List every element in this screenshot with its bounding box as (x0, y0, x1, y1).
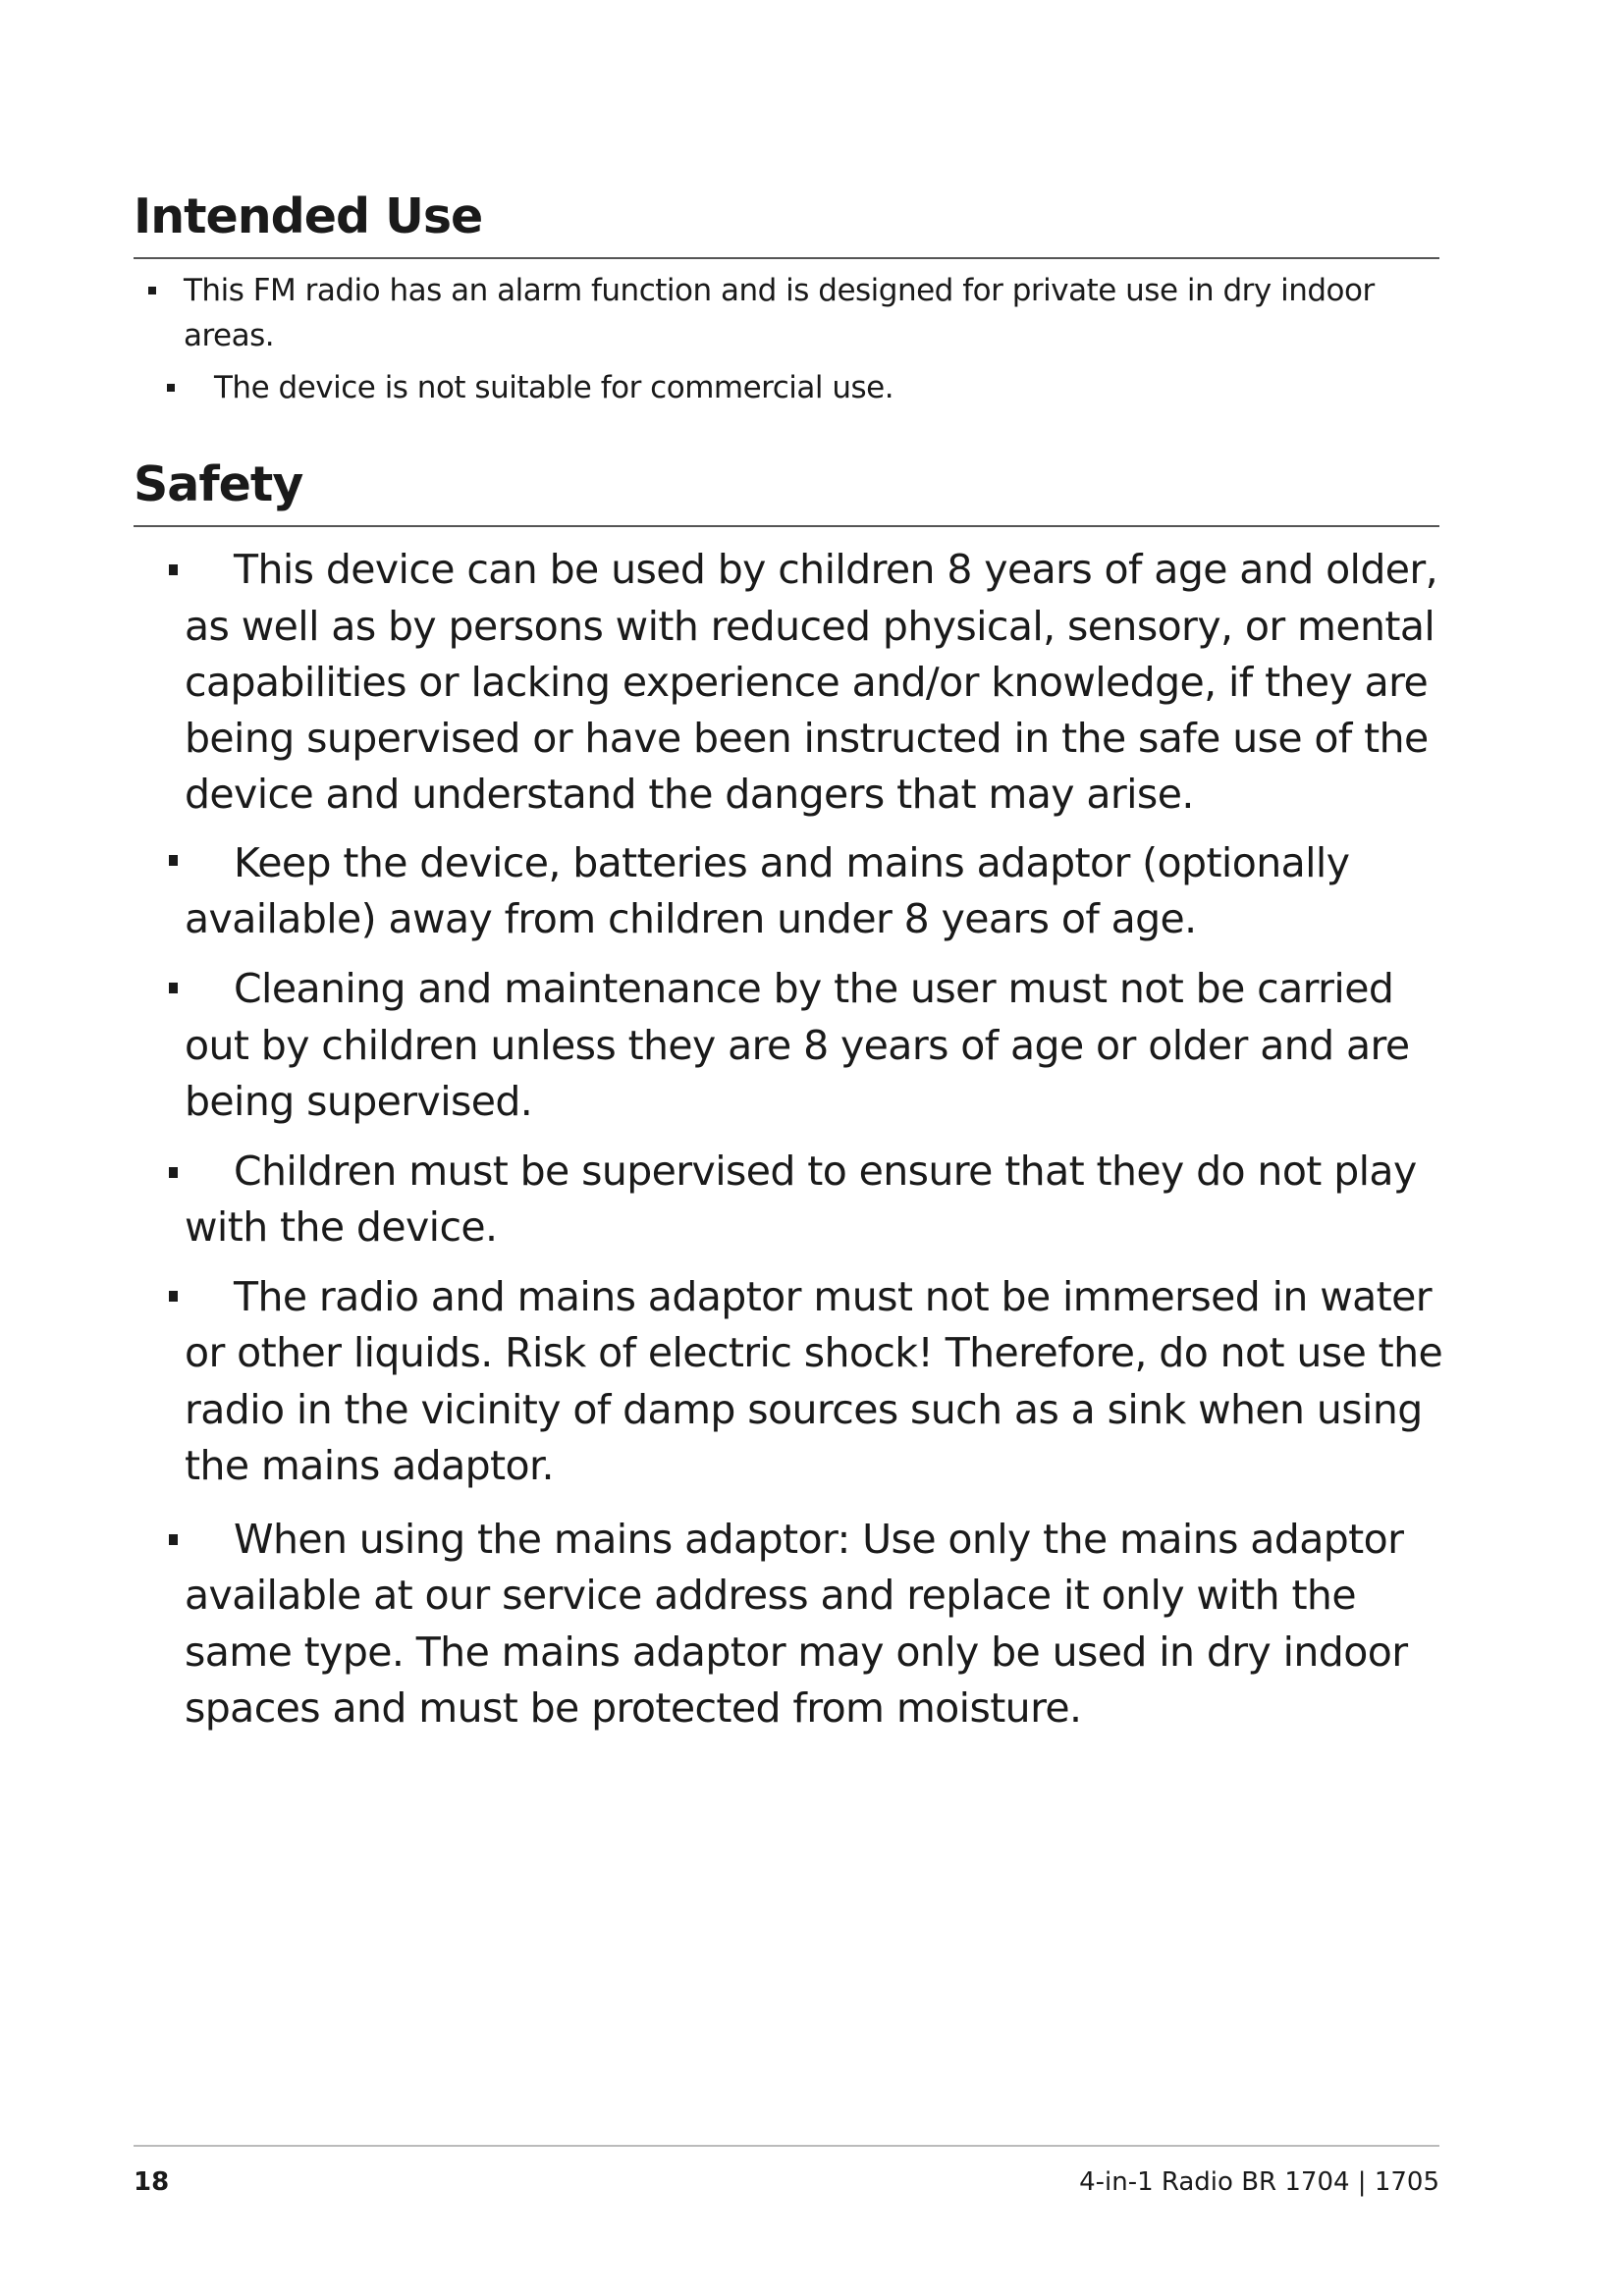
bullet-icon (169, 983, 178, 993)
safety-item-5-line-1: The radio and mains adaptor must not be immersed in water (234, 1273, 1433, 1320)
safety-item-4-line-2: with the device. (185, 1203, 498, 1251)
safety-item-4-line-1: Children must be supervised to ensure that they do not play (234, 1148, 1417, 1195)
bullet-icon (148, 287, 156, 294)
safety-item-2-line-1: Keep the device, batteries and mains adaptor (optionally (234, 839, 1350, 886)
safety-item-5-line-3: radio in the vicinity of damp sources such as a sink when using (185, 1386, 1423, 1433)
bullet-icon (169, 564, 178, 575)
page-number: 18 (134, 2167, 170, 2197)
safety-item-1-line-4: being supervised or have been instructed in the safe use of the (185, 715, 1429, 762)
safety-item-6-line-1: When using the mains adaptor: Use only the mains adaptor (234, 1516, 1404, 1563)
intended-use-item-1: This FM radio has an alarm function and is designed for private use in dry indoor (184, 273, 1375, 308)
safety-item-2-line-2: available) away from children under 8 years of age. (185, 895, 1197, 942)
safety-item-3-line-1: Cleaning and maintenance by the user must not be carried (234, 965, 1394, 1012)
safety-heading: Safety (134, 456, 303, 512)
safety-item-1-line-3: capabilities or lacking experience and/or knowledge, if they are (185, 659, 1429, 706)
safety-item-6-line-3: same type. The mains adaptor may only be used in dry indoor (185, 1629, 1408, 1676)
bullet-icon (169, 1167, 178, 1178)
footer-rule (134, 2145, 1439, 2147)
bullet-icon (169, 1291, 178, 1302)
document-title: 4-in-1 Radio BR 1704 | 1705 (1079, 2167, 1439, 2197)
intended-use-rule (134, 257, 1439, 259)
intended-use-item-1-continuation: areas. (184, 318, 275, 353)
bullet-icon (169, 855, 178, 866)
safety-item-6-line-4: spaces and must be protected from moisture. (185, 1684, 1082, 1732)
safety-item-1-line-5: device and understand the dangers that may arise. (185, 771, 1194, 818)
safety-rule (134, 525, 1439, 527)
safety-item-6-line-2: available at our service address and replace it only with the (185, 1572, 1356, 1619)
safety-item-1-line-1: This device can be used by children 8 years of age and older, (234, 546, 1438, 593)
safety-item-5-line-2: or other liquids. Risk of electric shock! Therefore, do not use the (185, 1329, 1443, 1376)
intended-use-heading: Intended Use (134, 188, 483, 244)
safety-item-3-line-3: being supervised. (185, 1078, 533, 1125)
bullet-icon (167, 384, 175, 392)
safety-item-1-line-2: as well as by persons with reduced physical, sensory, or mental (185, 603, 1435, 650)
safety-item-5-line-4: the mains adaptor. (185, 1442, 554, 1489)
safety-item-3-line-2: out by children unless they are 8 years of age or older and are (185, 1022, 1410, 1069)
bullet-icon (169, 1534, 178, 1545)
intended-use-item-2: The device is not suitable for commercial use. (214, 370, 894, 405)
